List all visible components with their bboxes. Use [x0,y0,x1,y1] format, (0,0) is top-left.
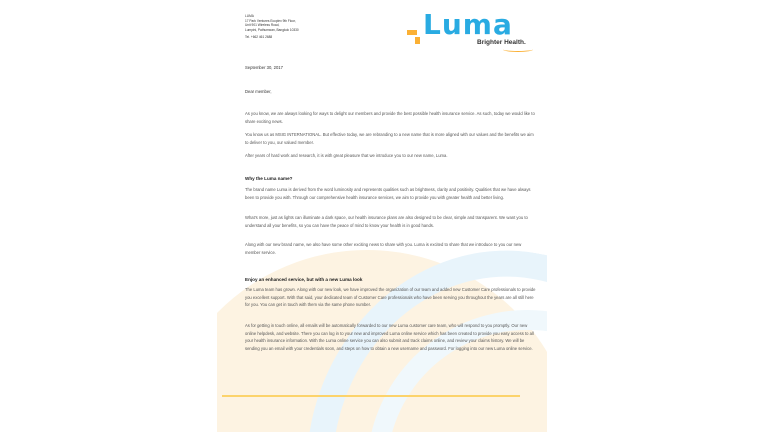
letter-page [217,0,547,432]
letter-date: September 30, 2017 [245,65,283,70]
logo-smile-icon [503,47,533,52]
intro-paragraph: As you know, we are always looking for ways to delight our members and provide the best possible health insurance service. As such, today we would like to share exciting news. [245,111,535,124]
logo-dash-icon [407,30,417,35]
address-line: 17 Park Ventures Ecoplex 9th Floor, [245,18,296,23]
address-line: Unit 901 Wireless Road, [245,23,280,28]
address-line: LUMA [245,14,254,18]
letterhead-address [245,14,299,40]
logo-dot-icon [415,37,420,44]
section2-paragraph: As for getting in touch online, all emails will be automatically forwarded to our new Luma customer care team, who will respond to you promptly. Our new online helpdesk, and website. There you can log in to your new and improved Luma online service which has been created to provide you easy access to all your health insurance information. With the Luma online service you can also submit and track claims online, and review your claims history. We will be sending you an email with your credentials soon, and steps on how to obtain a new username and password. For logging into our new Luma online service. [245,323,534,351]
logo-wordmark: Luma [423,8,513,41]
luma-logo [407,10,537,55]
logo-tagline: Brighter Health. [477,39,526,46]
section2-paragraph: The Luma team has grown. Along with our new look, we have improved the organization of our team and added new Customer Care professionals to provide you excellent support. With that said, your dedicated team of Customer Care professionals who have been serving you throughout the years are all still here for you. You can get in touch with them via the same phone number. [245,287,536,308]
section1-paragraph: The brand name Luma is derived from the word luminosity and represents qualities such as brightness, clarity and positivity. Qualities that we have always been to provide you with. Through our comprehensive health insurance services, we aim to provide you with greater health and better living. [245,187,531,200]
section1-paragraph: What's more, just as lights can illuminate a dark space, our health insurance plans are also designed to be clear, simple and transparent. We want you to understand all your benefits, so you can have the peace of mind to know your health is in good hands. [245,215,528,228]
section-heading: Enjoy an enhanced service, but with a new Luma look [245,277,363,282]
intro-paragraph: After years of hard work and research, it is with great pleasure that we introduce you to our new name, Luma. [245,153,448,158]
salutation: Dear member, [245,89,272,94]
footer-divider [222,395,520,397]
phone: Tel. +662 461 2688 [245,35,273,40]
section-heading: Why the Luma name? [245,176,293,181]
address-line: Lumpini, Pathumwan, Bangkok 10330 [245,27,299,32]
section1-paragraph: Along with our new brand name, we also have some other exciting news to share with you. Luma is excited to share that we introduce to you our new member service. [245,242,522,255]
intro-paragraph: You know us as MSIG INTERNATIONAL. But effective today, we are rebranding to a new name that is more aligned with our values and the benefits we aim to deliver to you, our valued member. [245,132,534,145]
